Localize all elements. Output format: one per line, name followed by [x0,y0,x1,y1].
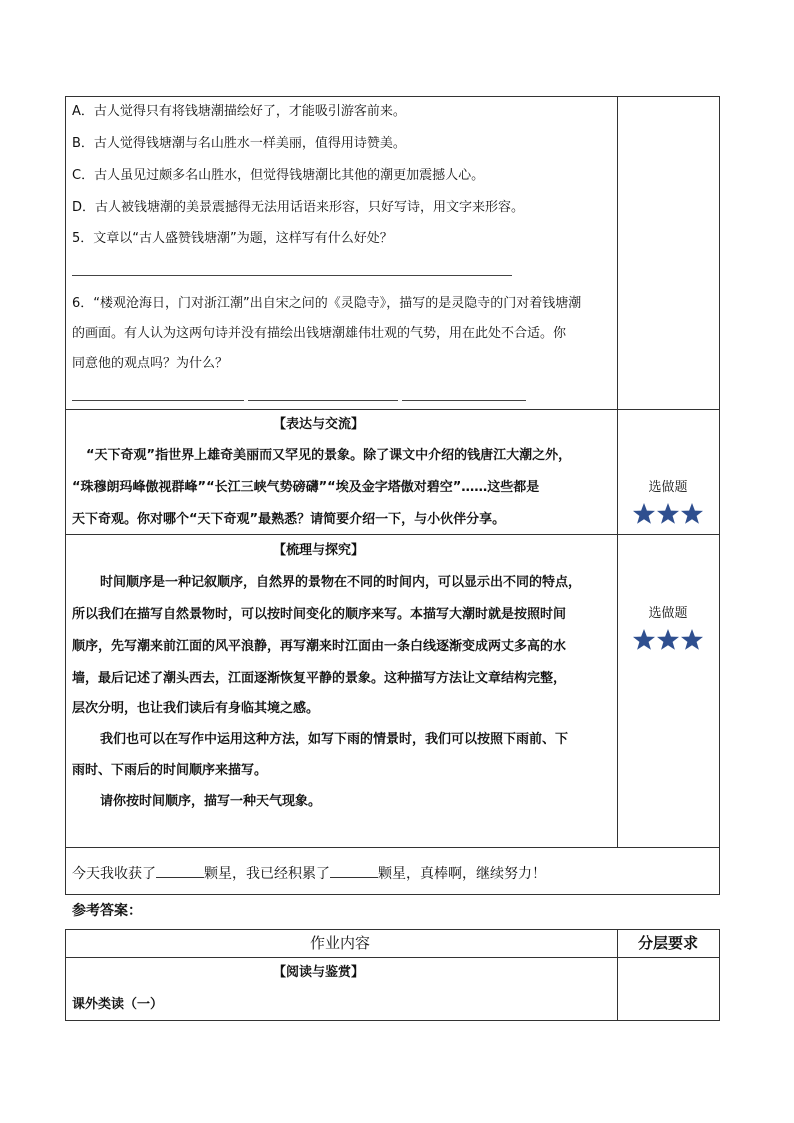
answer-line-q6-a[interactable] [72,400,244,401]
explore-line8: 请你按时间顺序，描写一种天气现象。 [100,794,322,809]
explore-heading: 【梳理与探究】 [273,543,365,558]
column-header-level: 分层要求 [638,934,699,952]
express-line1: “天下奇观”指世界上雄奇美丽而又罕见的景象。除了课文中介绍的钱唐江大潮之外， [86,448,572,463]
summary-text [72,864,546,882]
option-b: B．古人觉得钱塘潮与名山胜水一样美丽，值得用诗赞美。 [72,136,406,151]
stars-total-blank[interactable] [330,864,378,878]
star-icon [680,502,704,526]
express-line2: “珠穆朗玛峰傲视群峰”“长江三峡气势磅礴”“埃及金字塔傲对碧空”……这些都是 [72,480,540,495]
explore-line3: 顺序，先写潮来前江面的风平浪静，再写潮来时江面由一条白线逐渐变成两丈多高的水 [72,639,567,654]
express-heading: 【表达与交流】 [273,417,365,432]
star-icon [632,502,656,526]
answers-level-cell [618,958,720,1021]
star-icon [632,628,656,652]
star-icon [656,502,680,526]
answer-line-q6-b[interactable] [248,400,398,401]
optional-label-1: 选做题 [648,480,688,495]
optional-label-2: 选做题 [648,606,688,621]
reading-heading: 【阅读与鉴赏】 [273,965,365,980]
star-rating-2 [618,628,718,656]
reference-answers-title: 参考答案： [72,903,142,919]
summary-part3: 颗星，真棒啊，继续努力！ [378,866,546,882]
reading-subheading: 课外类读（一） [72,997,164,1012]
star-icon [656,628,680,652]
explore-line7: 雨时、下雨后的时间顺序来描写。 [72,763,268,778]
question-6-line2: 的画面。有人认为这两句诗并没有描绘出钱塘潮雄伟壮观的气势，用在此处不合适。你 [72,326,567,341]
summary-part1: 今天我收获了 [72,866,156,882]
question-6-line1: 6．“楼观沧海日，门对浙江潮”出自宋之问的《灵隐寺》，描写的是灵隐寺的门对着钱塘潮 [72,296,582,311]
question-6-line3: 同意他的观点吗？为什么？ [72,356,229,371]
column-header-content: 作业内容 [310,934,371,952]
explore-line1: 时间顺序是一种记叙顺序，自然界的景物在不同的时间内，可以显示出不同的特点， [100,575,582,590]
explore-line6: 我们也可以在写作中运用这种方法，如写下雨的情景时，我们可以按照下雨前、下 [100,732,569,747]
explore-line4: 墙，最后记述了潮头西去，江面逐渐恢复平静的景象。这种描写方法让文章结构完整， [72,671,567,686]
summary-part2: 颗星，我已经积累了 [204,866,330,882]
answers-table [65,929,720,1021]
stars-earned-blank[interactable] [156,864,204,878]
star-rating-1 [618,502,718,530]
answer-line-q6-c[interactable] [402,400,526,401]
answer-line-q5[interactable] [72,275,512,276]
star-icon [680,628,704,652]
explore-line2: 所以我们在描写自然景物时，可以按时间变化的顺序来写。本描写大潮时就是按照时间 [72,607,567,622]
explore-line5: 层次分明，也让我们读后有身临其境之感。 [72,701,320,716]
option-a: A．古人觉得只有将钱塘潮描绘好了，才能吸引游客前来。 [72,104,406,119]
level-cell-1 [618,97,720,410]
option-d: D．古人被钱塘潮的美景震撼得无法用话语来形容，只好写诗，用文字来形容。 [72,200,525,215]
option-c: C．古人虽见过颇多名山胜水，但觉得钱塘潮比其他的潮更加震撼人心。 [72,168,485,183]
question-5: 5．文章以“古人盛赞钱塘潮”为题，这样写有什么好处？ [72,231,393,246]
express-line3: 天下奇观。你对哪个“天下奇观”最熟悉？请简要介绍一下，与小伙伴分享。 [72,512,506,527]
